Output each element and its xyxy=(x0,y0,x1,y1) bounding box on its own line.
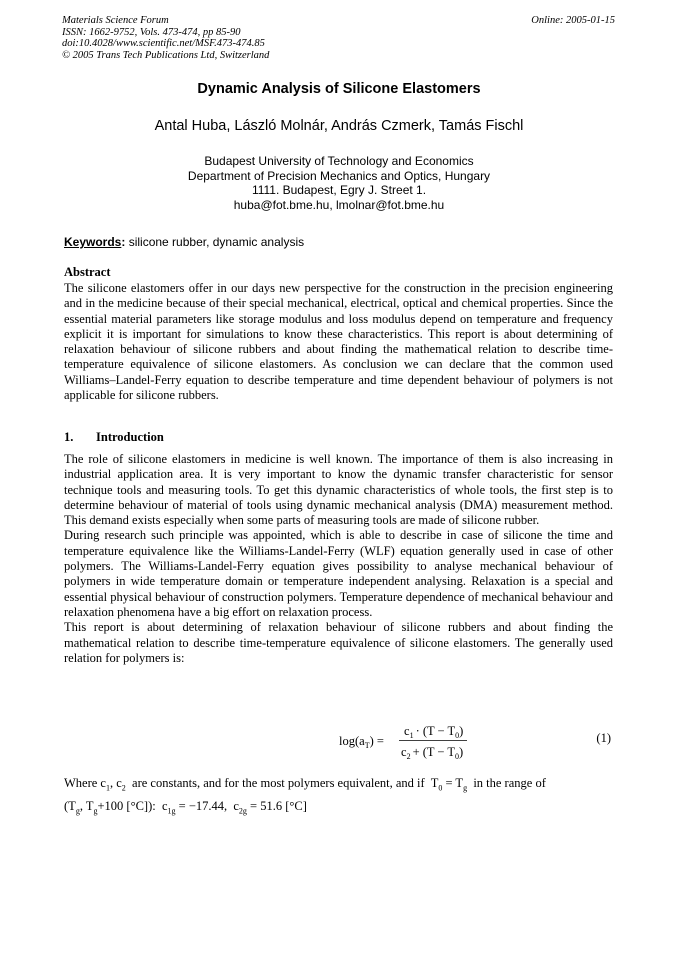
abstract-body xyxy=(64,281,613,403)
eq-den-c: c xyxy=(401,745,407,759)
issn-line: ISSN: 1662-9752, Vols. 473-474, pp 85-90 xyxy=(62,26,241,38)
eq-den-t-sub: 0 xyxy=(455,752,460,761)
affiliation-university: Budapest University of Technology and Economics xyxy=(204,154,474,168)
constants-line-2: ($T_g$, $T_g+100$ [°C]): $c_{1g} = -17.44$, $c_{2g} = 51.6$ [°C] xyxy=(64,799,307,816)
section-title: Introduction xyxy=(96,430,164,444)
journal-name: Materials Science Forum xyxy=(62,15,169,26)
affiliation-address: 1111. Budapest, Egry J. Street 1. xyxy=(251,183,427,197)
copyright-line: © 2005 Trans Tech Publications Ltd, Switzerland xyxy=(62,49,270,61)
eq-num-c: c xyxy=(404,724,410,738)
section-heading-introduction xyxy=(64,430,164,445)
equation-1 xyxy=(64,718,613,764)
keywords-line xyxy=(64,235,304,249)
running-header xyxy=(62,15,618,61)
introduction-body xyxy=(64,452,613,666)
svg-text:log(aT) = xyxy=(339,734,384,750)
eq-num-rest: · (T − T xyxy=(415,724,456,738)
constants-line-1: Where $c_1$, $c_2$ are constants, and for the most polymers equivalent, and if $T_0 = T_g$ in the range of xyxy=(64,776,546,793)
eq-lhs-sub: T xyxy=(364,741,370,750)
eq-lhs-close: ) = xyxy=(369,734,384,748)
abstract-text: The silicone elastomers offer in our days new perspective for the construction in the precision engineering and in the medicine because of their special mechanical, electrical, optical and chemical properties. Since the essential material parameters like storage modulus and loss modulus depend on temperature and frequency explicit it is important for simulations to know these characteristics. This report is about determining of relaxation behaviour of silicone rubbers and about finding the mathematical relation to describe time-temperature equivalence of silicone elastomers. As conclusion we can declare that the common used Williams–Landel-Ferry equation to describe temperature and time dependent behaviour of polymers is not applicable for silicone rubbers. xyxy=(64,281,613,403)
section-number: 1. xyxy=(64,430,74,444)
intro-paragraph-3: This report is about determining of relaxation behaviour of silicone rubbers and about finding the mathematical relation to describe time-temperature equivalence of silicone elastomers. The generally used relation for polymers is: xyxy=(64,620,613,665)
eq-lhs: log(a xyxy=(339,734,365,748)
author-list: Antal Huba, László Molnár, András Czmerk, Tamás Fischl xyxy=(154,118,524,134)
equation-number: (1) xyxy=(596,731,611,745)
online-date: Online: 2005-01-15 xyxy=(531,15,615,26)
wlf-equation xyxy=(334,718,484,764)
intro-paragraph-1: The role of silicone elastomers in medicine is well known. The importance of them is also increasing in industrial application area. It is very important to know the dynamic transfer characteristic for sensor technique tools and measuring tools. To get this dynamic characteristics of whole tools, the first step is to determine behaviour of material of tools using dynamic mechanical analysis (DMA) measurement method. This demand exists especially when some parts of measuring tools are made of silicone rubber. xyxy=(64,452,613,528)
abstract-heading: Abstract xyxy=(64,265,111,279)
eq-num-c-sub: 1 xyxy=(409,731,414,740)
keywords-text: silicone rubber, dynamic analysis xyxy=(125,235,305,249)
affiliation-department: Department of Precision Mechanics and Optics, Hungary xyxy=(187,168,491,183)
keywords-label: Keywords xyxy=(64,235,122,249)
keywords-colon: : xyxy=(121,235,126,249)
affiliation xyxy=(0,154,678,212)
eq-num-t-sub: 0 xyxy=(455,731,460,740)
paper-title: Dynamic Analysis of Silicone Elastomers xyxy=(197,81,481,97)
eq-den-close: ) xyxy=(459,745,464,759)
svg-text:c2+ (T − T0) xyxy=(401,745,463,761)
eq-den-c-sub: 2 xyxy=(406,752,411,761)
eq-den-rest: + (T − T xyxy=(412,745,456,759)
affiliation-emails: huba@fot.bme.hu, lmolnar@fot.bme.hu xyxy=(233,197,445,212)
intro-paragraph-2: During research such principle was appointed, which is able to describe in case of silicone the time and temperature equivalence like the Williams-Landel-Ferry (WLF) equation generally used in case of other polymers. The Williams-Landel-Ferry equation gives possibility to analyse mechanical behaviour of polymers in wide temperature domain or temperature independent analysing. Relaxation is a special and essential physical behaviour of construction polymers. Temperature dependence of mechanical behaviour and relaxation phenomena have a big effort on relaxation process. xyxy=(64,528,613,619)
doi-line: doi:10.4028/www.scientific.net/MSF.473-474.85 xyxy=(62,38,265,49)
svg-text:c1· (T − T0) xyxy=(404,724,463,740)
eq-num-close: ) xyxy=(459,724,464,738)
